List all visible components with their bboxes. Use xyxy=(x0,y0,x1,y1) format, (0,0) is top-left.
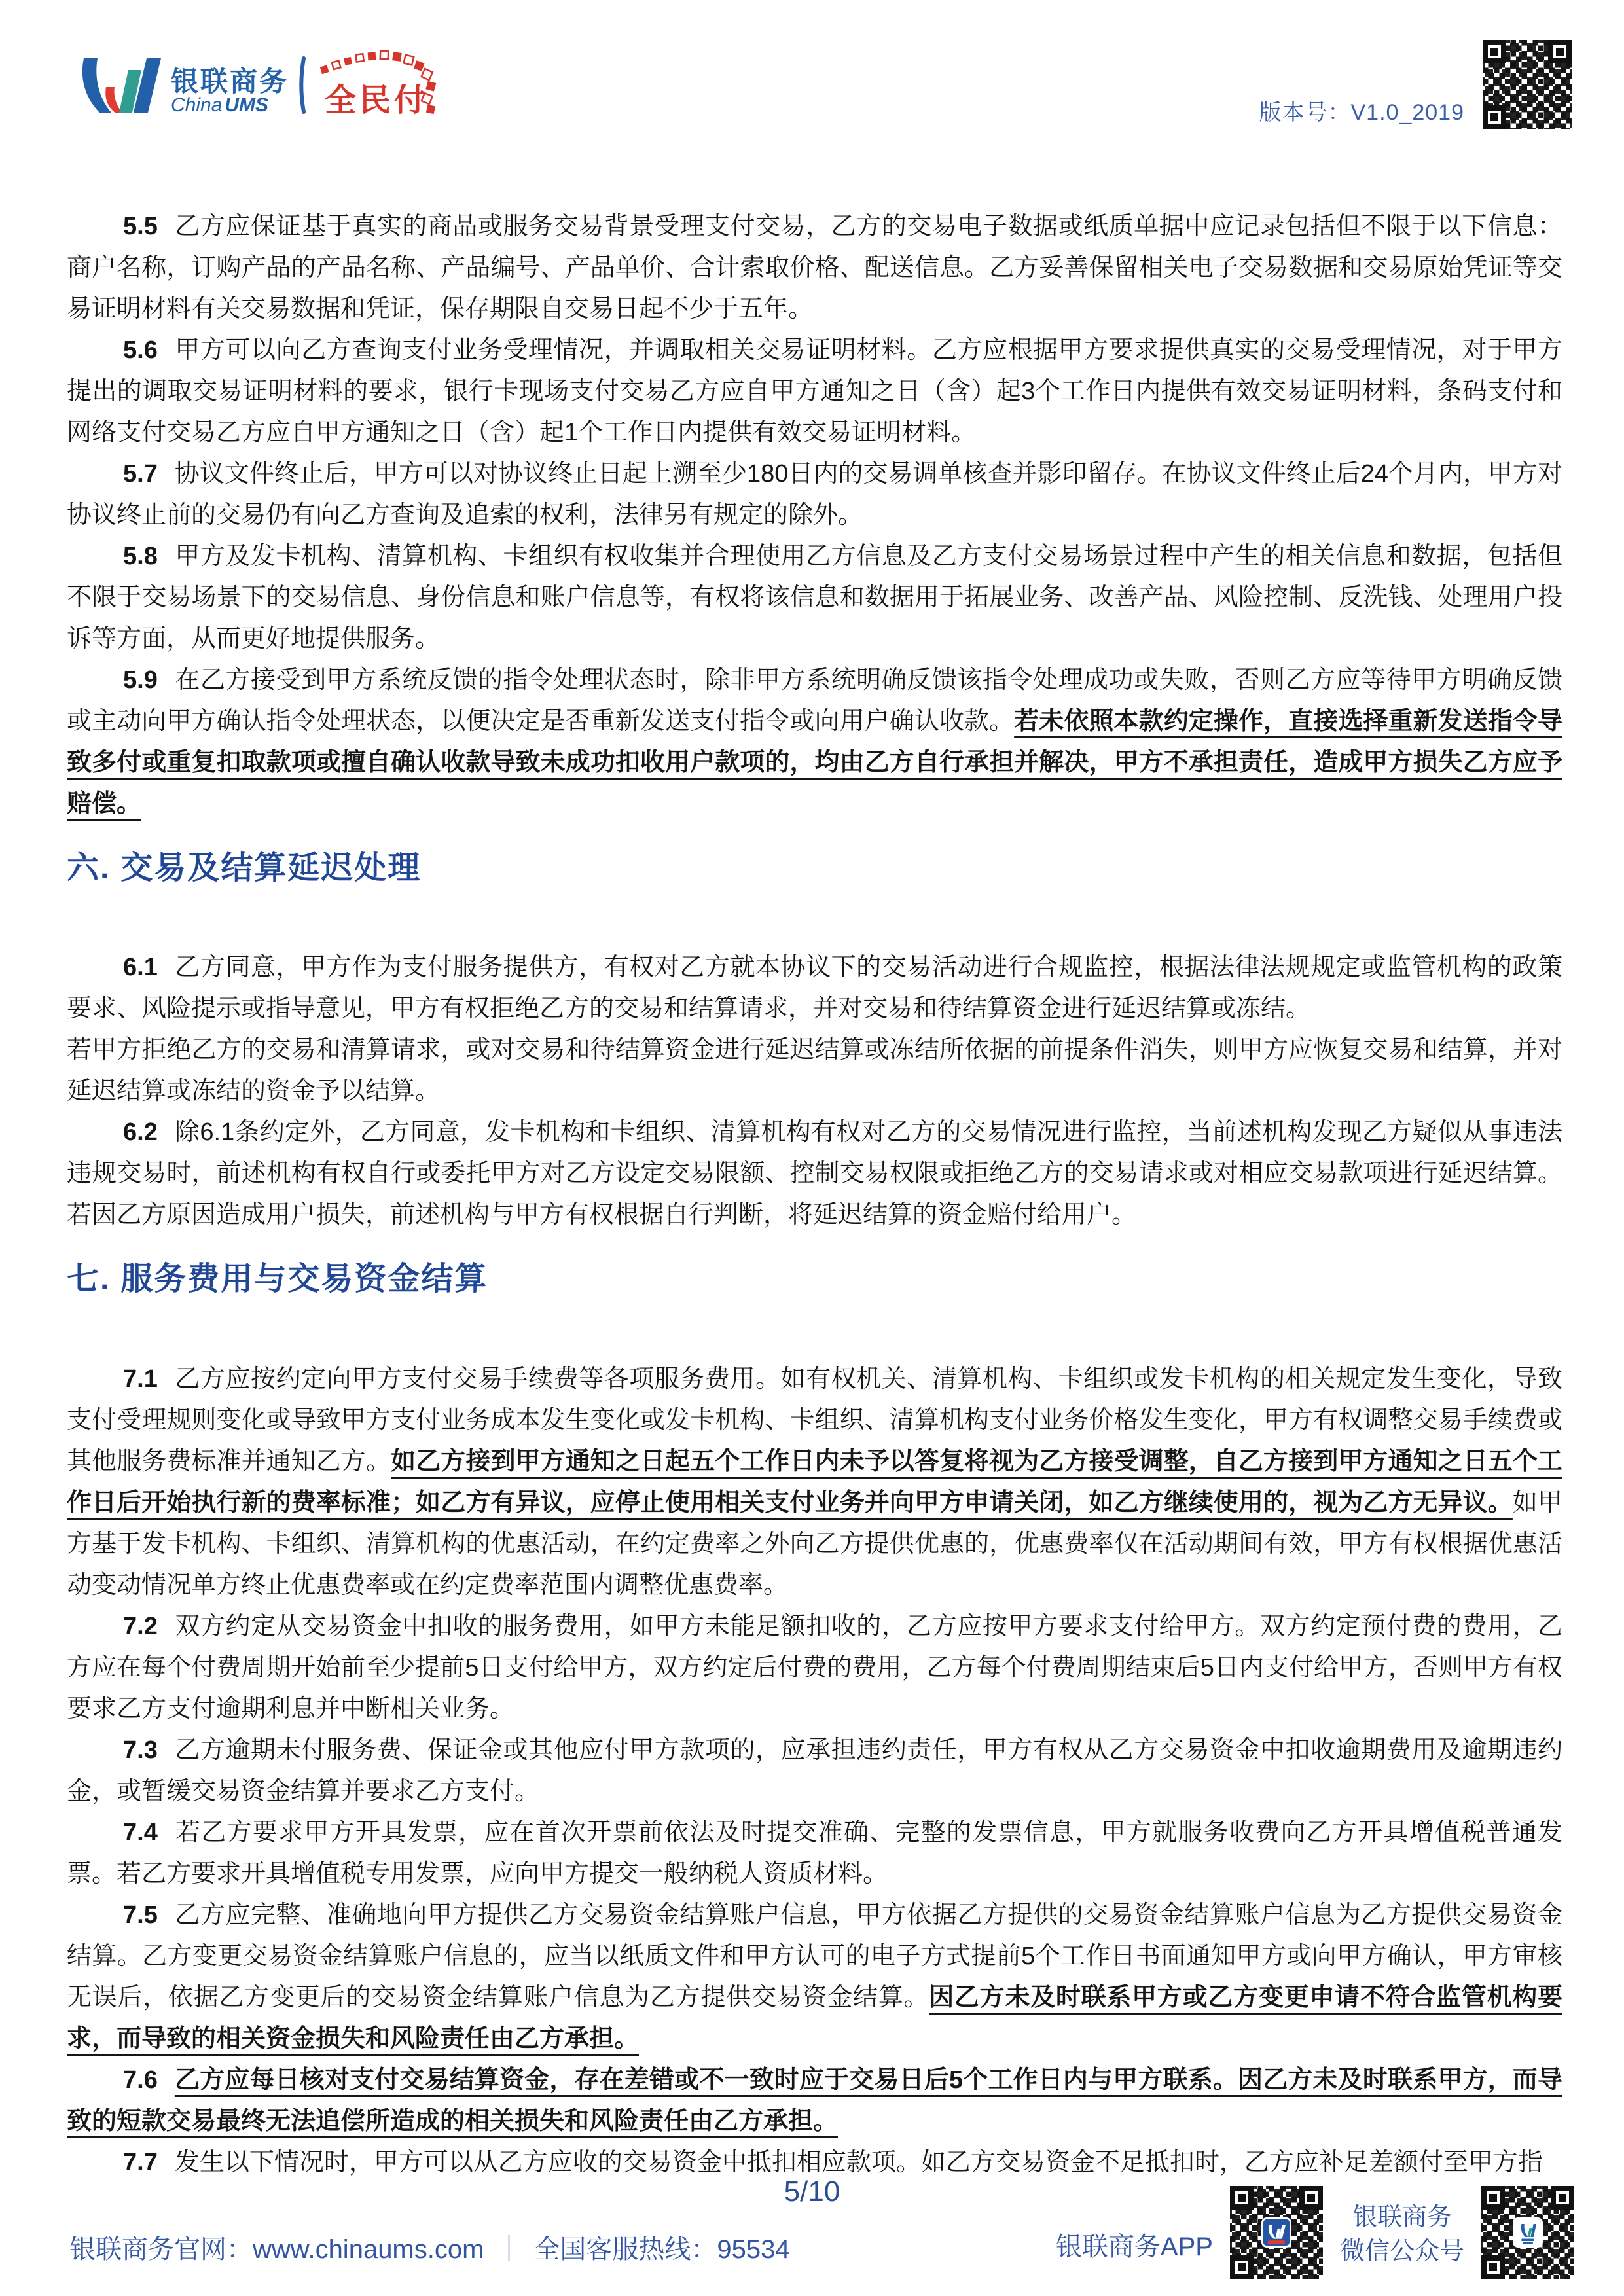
chinaums-logo-icon xyxy=(1513,2217,1543,2248)
clause-number: 5.5 xyxy=(123,213,158,240)
clause-6.2 xyxy=(67,1112,1562,1236)
svg-text:ChinaUMS xyxy=(171,94,268,115)
text-run: 甲方及发卡机构、清算机构、卡组织有权收集并合理使用乙方信息及乙方支付交易场景过程中产生的相关信息和数据，包括但不限于交易场景下的交易信息、身份信息和账户信息等，有权将该信息和数据用于拓展业务、改善产品、风险控制、反洗钱、处理用户投诉等方面，从而更好地提供服务。 xyxy=(67,543,1562,653)
text-run: 乙方同意，甲方作为支付服务提供方，有权对乙方就本协议下的交易活动进行合规监控，根据法律法规规定或监管机构的政策要求、风险提示或指导意见，甲方有权拒绝乙方的交易和结算请求，并对交易和待结算资金进行延迟结算或冻结。 xyxy=(67,954,1562,1023)
chinaums-quanminfu-logo xyxy=(77,36,444,115)
text-run: 除6.1条约定外，乙方同意，发卡机构和卡组织、清算机构有权对乙方的交易情况进行监控，当前述机构发现乙方疑似从事违法违规交易时，前述机构有权自行或委托甲方对乙方设定交易限额、控制交易权限或拒绝乙方的交易请求或对相应交易款项进行延迟结算。若因乙方原因造成用户损失，前述机构与甲方有权根据自行判断，将延迟结算的资金赔付给用户。 xyxy=(67,1119,1562,1229)
footer-contact-line xyxy=(69,2229,1039,2279)
clause-number: 7.2 xyxy=(123,1612,158,1640)
text-run: 如甲方基于发卡机构、卡组织、清算机构的优惠活动，在约定费率之外向乙方提供优惠的，优惠费率仅在活动期间有效，甲方有权根据优惠活动变动情况单方终止优惠费率或在约定费率范围内调整优惠费率。 xyxy=(67,1488,1562,1599)
text-run: 双方约定从交易资金中扣收的服务费用，如甲方未能足额扣收的，乙方应按甲方要求支付给甲方。双方约定预付费的费用，乙方应在每个付费周期开始前至少提前5日支付给甲方，双方约定后付费的费用，乙方每个付费周期结束后5日内支付给甲方，否则甲方有权要求乙方支付逾期利息并中断相关业务。 xyxy=(67,1612,1562,1723)
app-qr-label: 银联商务APP xyxy=(1055,2233,1213,2261)
logo-en-ums: UMS xyxy=(225,94,269,115)
clause-number: 7.4 xyxy=(123,1818,158,1846)
text-run: 若甲方拒绝乙方的交易和清算请求，或对交易和待结算资金进行延迟结算或冻结所依据的前提条件消失，则甲方应恢复交易和结算，并对延迟结算或冻结的资金予以结算。 xyxy=(67,1036,1562,1105)
footer-separator: ｜ xyxy=(496,2235,522,2264)
text-run: 乙方应完整、准确地向甲方提供乙方交易资金结算账户信息，甲方依据乙方提供的交易资金结算账户信息为乙方提供交易资金结算。乙方变更交易资金结算账户信息的，应当以纸质文件和甲方认可的电子方式提前5个工作日书面通知甲方或向甲方确认，甲方审核无误后，依据乙方变更后的交易资金结算账户信息为乙方提供交易资金结算。 xyxy=(67,1901,1562,2011)
qr-finder-icon xyxy=(1299,2186,1323,2210)
text-run: 甲方可以向乙方查询支付业务受理情况，并调取相关交易证明材料。乙方应根据甲方要求提供真实的交易受理情况，对于甲方提出的调取交易证明材料的要求，银行卡现场支付交易乙方应自甲方通知之日（含）起3个工作日内提供有效交易证明材料，条码支付和网络支付交易乙方应自甲方通知之日（含）起1个工作日内提供有效交易证明材料。 xyxy=(67,336,1562,446)
qr-finder-icon xyxy=(1483,105,1506,129)
footer-hotline: 全国客服热线：95534 xyxy=(533,2235,790,2264)
wechat-label-line2: 微信公众号 xyxy=(1339,2238,1464,2265)
text-run: 在乙方接受到甲方系统反馈的指令处理状态时，除非甲方系统明确反馈该指令处理成功或失败，否则乙方应等待甲方明确反馈或主动向甲方确认指令处理状态，以便决定是否重新发送支付指令或向用户确认收款。 xyxy=(67,666,1562,735)
text-run: 乙方应保证基于真实的商品或服务交易背景受理支付交易，乙方的交易电子数据或纸质单据中应记录包括但不限于以下信息：商户名称，订购产品的产品名称、产品编号、产品单价、合计索取价格、配送信息。乙方妥善保留相关电子交易数据和交易原始凭证等交易证明材料有关交易数据和凭证，保存期限自交易日起不少于五年。 xyxy=(67,213,1562,323)
emphasized-text: 乙方应每日核对支付交易结算资金，存在差错或不一致时应于交易日后5个工作日内与甲方联系。因乙方未及时联系甲方，而导致的短款交易最终无法追偿所造成的相关损失和风险责任由乙方承担。 xyxy=(67,2066,1562,2135)
wechat-label-line1: 银联商务 xyxy=(1352,2204,1452,2231)
clause-7.4 xyxy=(67,1812,1562,1895)
ums-mark-icon xyxy=(82,58,161,113)
emphasized-text: 若未依照本款约定操作，直接选择重新发送指令导致多付或重复扣取款项或擅自确认收款导致未成功扣收用户款项的，均由乙方自行承担并解决，甲方不承担责任，造成甲方损失乙方应予赔偿。 xyxy=(67,708,1562,817)
qr-finder-icon xyxy=(1483,40,1506,63)
clause-number: 7.6 xyxy=(123,2066,158,2094)
wechat-qr-label xyxy=(1340,2200,1464,2279)
clause-6.1 xyxy=(67,947,1562,1030)
text-run: 若乙方要求甲方开具发票，应在首次开票前依法及时提交准确、完整的发票信息，甲方就服务收费向乙方开具增值税普通发票。若乙方要求开具增值税专用发票，应向甲方提交一般纳税人资质材料。 xyxy=(67,1818,1562,1888)
clause-5.7 xyxy=(67,454,1562,536)
clause-7.2 xyxy=(67,1606,1562,1730)
footer-website: 银联商务官网：www.chinaums.com xyxy=(69,2235,484,2264)
header-right xyxy=(1259,40,1572,129)
paragraph xyxy=(67,1030,1562,1112)
clause-7.1 xyxy=(67,1359,1562,1606)
logo-divider xyxy=(301,58,304,112)
clause-7.5 xyxy=(67,1895,1562,2060)
clause-number: 7.1 xyxy=(123,1365,158,1393)
qr-finder-icon xyxy=(1230,2186,1254,2210)
page-footer xyxy=(69,2186,1574,2279)
qr-finder-icon xyxy=(1481,2255,1505,2279)
text-run: 乙方逾期未付服务费、保证金或其他应付甲方款项的，应承担违约责任，甲方有权从乙方交易资金中扣收逾期费用及逾期违约金，或暂缓交易资金结算并要求乙方支付。 xyxy=(67,1736,1562,1805)
clause-5.5 xyxy=(67,206,1562,330)
clause-number: 7.5 xyxy=(123,1901,158,1929)
clause-number: 5.6 xyxy=(123,336,158,364)
clause-number: 7.7 xyxy=(123,2148,158,2176)
wechat-qr-code xyxy=(1481,2186,1574,2279)
version-label: 版本号：V1.0_2019 xyxy=(1259,100,1464,125)
app-qr-code xyxy=(1230,2186,1323,2279)
clause-5.6 xyxy=(67,330,1562,454)
clause-number: 6.2 xyxy=(123,1119,158,1147)
clause-5.8 xyxy=(67,536,1562,660)
clause-5.9 xyxy=(67,660,1562,825)
qr-finder-icon xyxy=(1551,2186,1574,2210)
text-run: 协议文件终止后，甲方可以对协议终止日起上溯至少180日内的交易调单核查并影印留存。在协议文件终止后24个月内，甲方对协议终止前的交易仍有向乙方查询及追索的权利，法律另有规定的除外。 xyxy=(67,460,1562,529)
product-name-text: 全民付 xyxy=(325,83,429,115)
clause-number: 5.8 xyxy=(123,543,158,570)
qr-finder-icon xyxy=(1230,2255,1254,2279)
page-number: 5/10 xyxy=(784,2176,840,2208)
logo-en-china: China xyxy=(171,94,223,115)
page-header xyxy=(0,0,1624,129)
text-run: 发生以下情况时，甲方可以从乙方应收的交易资金中抵扣相应款项。如乙方交易资金不足抵扣时，乙方应补足差额付至甲方指 xyxy=(174,2148,1543,2176)
document-body xyxy=(0,129,1624,2183)
logo-cn-text: 银联商务 xyxy=(171,66,289,97)
clause-number: 6.1 xyxy=(123,954,158,982)
qr-finder-icon xyxy=(1481,2186,1505,2210)
clause-7.6 xyxy=(67,2060,1562,2142)
app-logo-icon xyxy=(1261,2217,1291,2248)
emphasized-text: 如乙方接到甲方通知之日起五个工作日内未予以答复将视为乙方接受调整，自乙方接到甲方通知之日五个工作日后开始执行新的费率标准；如乙方有异议，应停止使用相关支付业务并向甲方申请关闭，如乙方继续使用的，视为乙方无异议。 xyxy=(67,1447,1562,1516)
clause-number: 5.7 xyxy=(123,460,158,488)
section-heading: 六. 交易及结算延迟处理 xyxy=(67,850,422,886)
qr-finder-icon xyxy=(1548,40,1572,63)
clause-7.3 xyxy=(67,1730,1562,1812)
header-qr-code xyxy=(1483,40,1572,129)
clause-number: 5.9 xyxy=(123,666,158,694)
clause-number: 7.3 xyxy=(123,1736,158,1764)
section-heading: 七. 服务费用与交易资金结算 xyxy=(67,1261,488,1297)
emphasized-text: 因乙方未及时联系甲方或乙方变更申请不符合监管机构要求，而导致的相关资金损失和风险责任由乙方承担。 xyxy=(67,1983,1562,2053)
text-run: 乙方应按约定向甲方支付交易手续费等各项服务费用。如有权机关、清算机构、卡组织或发卡机构的相关规定发生变化，导致支付受理规则变化或导致甲方支付业务成本发生变化或发卡机构、卡组织、清算机构支付业务价格发生变化，甲方有权调整交易手续费或其他服务费标准并通知乙方。 xyxy=(67,1365,1562,1475)
